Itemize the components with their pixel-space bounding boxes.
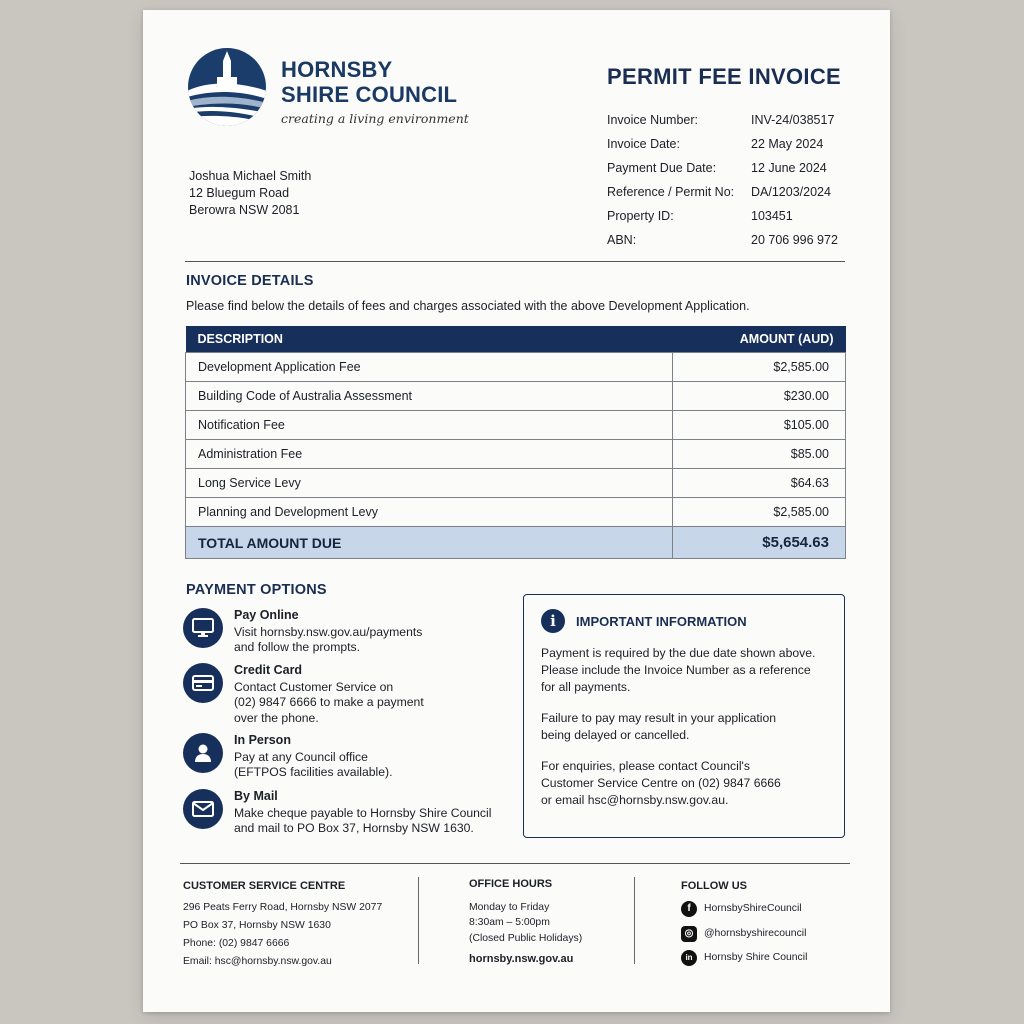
- org-name: [281, 57, 457, 107]
- meta-value: INV-24/038517: [751, 113, 835, 127]
- meta-label: Invoice Date:: [607, 137, 680, 151]
- info-line: Payment is required by the due date shown above.: [541, 646, 816, 660]
- details-intro: Please find below the details of fees and charges associated with the above Development Application.: [186, 299, 750, 313]
- fee-description: Notification Fee: [186, 411, 673, 440]
- recipient-street: 12 Bluegum Road: [189, 186, 290, 200]
- total-amount: $5,654.63: [673, 527, 846, 559]
- social-facebook[interactable]: [681, 897, 807, 922]
- org-tagline: creating a living environment: [281, 111, 469, 126]
- social-instagram[interactable]: [681, 922, 807, 947]
- invoice-title: PERMIT FEE INVOICE: [607, 64, 841, 89]
- social-linkedin[interactable]: [681, 946, 807, 971]
- instagram-icon: ◎: [681, 926, 697, 942]
- footer-hours-line: Monday to Friday: [469, 901, 550, 913]
- footer-csc-line: Phone: (02) 9847 6666: [183, 938, 290, 949]
- table-row: [186, 469, 846, 498]
- pay-option-line: Contact Customer Service on: [234, 679, 394, 694]
- social-label: Hornsby Shire Council: [704, 952, 808, 964]
- info-line: Please include the Invoice Number as a reference: [541, 663, 811, 677]
- pay-option-title: Credit Card: [234, 663, 303, 677]
- fee-amount: $105.00: [673, 411, 846, 440]
- info-line: being delayed or cancelled.: [541, 728, 690, 742]
- footer-hours-line: (Closed Public Holidays): [469, 932, 583, 944]
- fee-amount: $85.00: [673, 440, 846, 469]
- fee-amount: $64.63: [673, 469, 846, 498]
- facebook-icon: f: [681, 901, 697, 917]
- pay-option-line: and follow the prompts.: [234, 640, 361, 654]
- footer-csc-line: Email: hsc@hornsby.nsw.gov.au: [183, 956, 332, 967]
- header-divider: [185, 261, 845, 262]
- social-label: HornsbyShireCouncil: [704, 903, 802, 915]
- info-paragraph: [541, 758, 832, 809]
- pay-option-line: and mail to PO Box 37, Hornsby NSW 1630.: [234, 821, 474, 835]
- meta-row: [607, 228, 838, 252]
- footer-csc-line: PO Box 37, Hornsby NSW 1630: [183, 920, 331, 931]
- meta-row: [607, 180, 838, 204]
- pay-option-title: By Mail: [234, 789, 278, 803]
- fee-description: Development Application Fee: [186, 353, 673, 382]
- fee-description: Planning and Development Levy: [186, 498, 673, 527]
- meta-label: ABN:: [607, 233, 637, 247]
- info-heading: IMPORTANT INFORMATION: [576, 613, 747, 629]
- pay-option-line: over the phone.: [234, 710, 319, 725]
- important-info-box: [523, 594, 845, 838]
- table-row: [186, 353, 846, 382]
- meta-value: 20 706 996 972: [751, 233, 838, 247]
- meta-row: [607, 132, 838, 156]
- meta-row: [607, 108, 838, 132]
- person-icon: [183, 733, 223, 773]
- fee-amount: $2,585.00: [673, 498, 846, 527]
- fees-table: [185, 326, 846, 559]
- fee-amount: $2,585.00: [673, 353, 846, 382]
- social-label: @hornsbyshirecouncil: [704, 927, 807, 939]
- meta-label: Invoice Number:: [607, 113, 699, 127]
- payment-heading: PAYMENT OPTIONS: [186, 582, 327, 598]
- by-mail-option: [183, 789, 491, 837]
- info-line: or email hsc@hornsby.nsw.gov.au.: [541, 793, 729, 807]
- footer-follow-us: [681, 877, 807, 971]
- meta-value: 103451: [751, 209, 793, 223]
- invoice-page: [143, 10, 890, 1012]
- meta-value: DA/1203/2024: [751, 185, 831, 199]
- info-line: Failure to pay may result in your application: [541, 711, 777, 725]
- col-amount: AMOUNT (AUD): [673, 326, 846, 353]
- invoice-meta: [607, 108, 838, 252]
- table-row: [186, 382, 846, 411]
- footer-follow-heading: FOLLOW US: [681, 880, 747, 892]
- recipient-locality: Berowra NSW 2081: [189, 203, 300, 217]
- footer-csc-line: 296 Peats Ferry Road, Hornsby NSW 2077: [183, 902, 383, 913]
- footer-customer-service: [183, 877, 382, 971]
- pay-option-line: Visit hornsby.nsw.gov.au/payments: [234, 624, 423, 639]
- info-body: [541, 645, 832, 823]
- table-row: [186, 411, 846, 440]
- footer-separator: [418, 877, 419, 964]
- credit-card-option: [183, 663, 424, 726]
- org-name-line2: SHIRE COUNCIL: [281, 82, 458, 107]
- fee-description: Building Code of Australia Assessment: [186, 382, 673, 411]
- org-name-line1: HORNSBY: [281, 57, 393, 82]
- info-line: for all payments.: [541, 680, 631, 694]
- fee-description: Administration Fee: [186, 440, 673, 469]
- info-paragraph: [541, 645, 832, 696]
- total-label: TOTAL AMOUNT DUE: [186, 527, 673, 559]
- meta-row: [607, 156, 838, 180]
- recipient-name: Joshua Michael Smith: [189, 169, 312, 183]
- pay-option-line: Make cheque payable to Hornsby Shire Council: [234, 805, 492, 820]
- meta-label: Property ID:: [607, 209, 674, 223]
- meta-label: Payment Due Date:: [607, 161, 717, 175]
- meta-value: 22 May 2024: [751, 137, 824, 151]
- fee-description: Long Service Levy: [186, 469, 673, 498]
- pay-option-line: (02) 9847 6666 to make a payment: [234, 695, 424, 709]
- meta-value: 12 June 2024: [751, 161, 827, 175]
- table-row: [186, 440, 846, 469]
- info-line: Customer Service Centre on (02) 9847 6666: [541, 776, 781, 790]
- info-paragraph: [541, 710, 832, 744]
- pay-option-line: Pay at any Council office: [234, 749, 368, 764]
- footer-hours-line: 8:30am – 5:00pm: [469, 917, 550, 928]
- footer-office-hours: [469, 877, 582, 968]
- footer-csc-heading: CUSTOMER SERVICE CENTRE: [183, 880, 346, 892]
- meta-label: Reference / Permit No:: [607, 185, 735, 199]
- credit-card-icon: [183, 663, 223, 703]
- footer-hours-heading: OFFICE HOURS: [469, 878, 553, 890]
- recipient-address: [189, 168, 311, 219]
- meta-row: [607, 204, 838, 228]
- linkedin-icon: in: [681, 950, 697, 966]
- envelope-icon: [183, 789, 223, 829]
- pay-option-line: (EFTPOS facilities available).: [234, 765, 393, 779]
- monitor-icon: [183, 608, 223, 648]
- fees-header-row: [186, 326, 846, 353]
- council-logo-icon: [187, 47, 267, 127]
- info-line: For enquiries, please contact Council's: [541, 759, 750, 773]
- pay-online-option: [183, 608, 422, 656]
- details-heading: INVOICE DETAILS: [186, 273, 314, 289]
- in-person-option: [183, 733, 393, 781]
- table-row: [186, 498, 846, 527]
- footer-website-link[interactable]: hornsby.nsw.gov.au: [469, 953, 574, 965]
- col-description: DESCRIPTION: [186, 326, 673, 353]
- fee-amount: $230.00: [673, 382, 846, 411]
- footer-divider: [180, 863, 850, 864]
- footer-separator: [634, 877, 635, 964]
- pay-option-title: In Person: [234, 733, 291, 747]
- total-row: [186, 527, 846, 559]
- info-icon: i: [541, 609, 565, 633]
- pay-option-title: Pay Online: [234, 608, 299, 622]
